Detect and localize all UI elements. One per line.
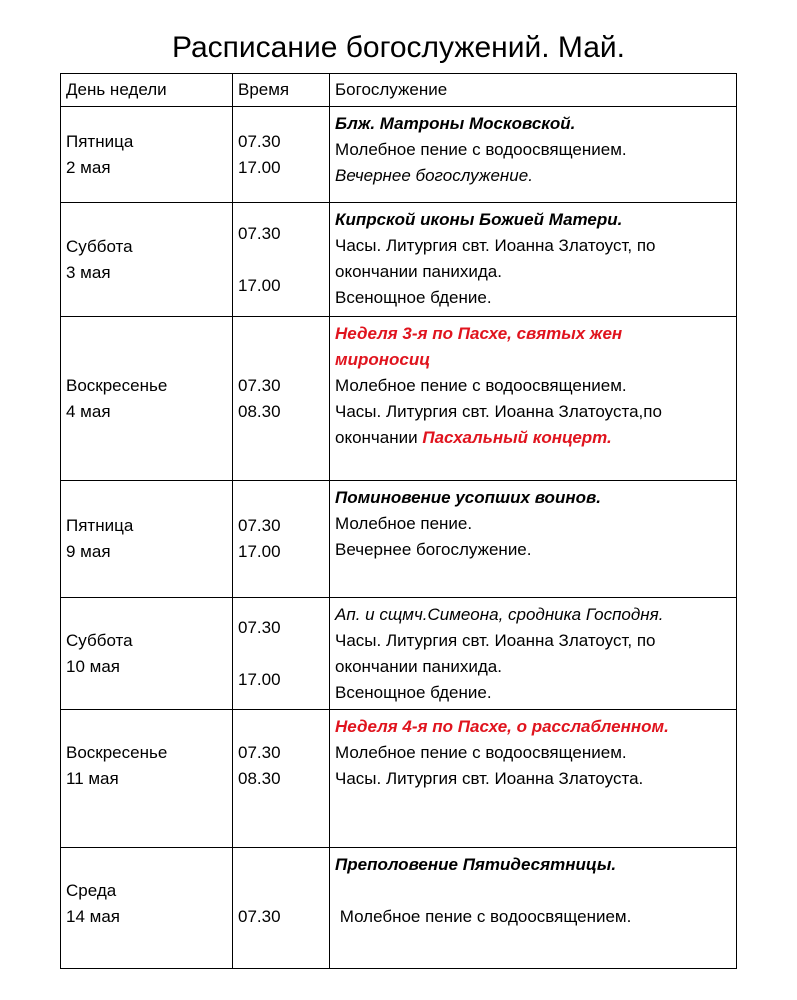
time-cell: [233, 598, 330, 710]
feast-title: Блж. Матроны Московской.: [335, 114, 576, 133]
feast-title: мироносиц: [335, 350, 431, 369]
day-cell: [61, 203, 233, 317]
spacer: [238, 247, 329, 273]
service-line: Молебное пение с водоосвящением.: [335, 743, 627, 762]
service-text: окончании: [335, 428, 423, 447]
service-line: Всенощное бдение.: [335, 288, 492, 307]
header-service: Богослужение: [330, 74, 737, 107]
time-cell: [233, 481, 330, 598]
time: 07.30: [238, 131, 281, 151]
time-cell: [233, 203, 330, 317]
service-line: [335, 425, 736, 451]
header-time: Время: [233, 74, 330, 107]
concert-highlight: Пасхальный концерт.: [422, 428, 612, 447]
date: 9 мая: [66, 542, 111, 561]
time: 07.30: [238, 223, 281, 243]
date: 2 мая: [66, 157, 111, 177]
spacer: [335, 878, 736, 904]
date: 11 мая: [66, 769, 119, 788]
service-line: Молебное пение с водоосвящением.: [335, 140, 627, 159]
time: 07.30: [238, 743, 281, 762]
day-cell: [61, 710, 233, 848]
service-line: Часы. Литургия свт. Иоанна Златоуст, по: [335, 236, 656, 255]
schedule-table: [60, 73, 737, 969]
time-cell: [233, 848, 330, 969]
feast-title: Неделя 3-я по Пасхе, святых жен: [335, 324, 623, 343]
feast-title: Преполовение Пятидесятницы.: [335, 855, 617, 874]
date: 4 мая: [66, 401, 111, 421]
day-cell: [61, 598, 233, 710]
day-cell: [61, 107, 233, 203]
service-cell: [330, 107, 737, 203]
date: 3 мая: [66, 262, 111, 282]
time: 08.30: [238, 769, 281, 788]
service-cell: [330, 848, 737, 969]
service-line: окончании панихида.: [335, 262, 502, 281]
time-cell: [233, 317, 330, 481]
time: 17.00: [238, 669, 281, 689]
time: 07.30: [238, 516, 281, 535]
weekday: Воскресенье: [66, 743, 168, 762]
day-cell: [61, 317, 233, 481]
table-row: [61, 107, 737, 203]
time: 17.00: [238, 157, 281, 177]
time: 08.30: [238, 401, 281, 421]
service-line: Всенощное бдение.: [335, 683, 492, 702]
service-cell: [330, 481, 737, 598]
weekday: Воскресенье: [66, 375, 168, 395]
time: 17.00: [238, 275, 281, 295]
service-line: Молебное пение с водоосвящением.: [335, 907, 632, 926]
time: 07.30: [238, 617, 281, 637]
weekday: Среда: [66, 881, 117, 900]
page-title: Расписание богослужений. Май.: [171, 31, 626, 64]
service-cell: [330, 317, 737, 481]
table-row: [61, 317, 737, 481]
weekday: Суббота: [66, 236, 133, 256]
header-row: [61, 74, 737, 107]
time-cell: [233, 107, 330, 203]
time: 07.30: [238, 375, 281, 395]
feast-title: Кипрской иконы Божией Матери.: [335, 210, 623, 229]
weekday: Суббота: [66, 630, 133, 650]
service-cell: [330, 598, 737, 710]
service-line: Вечернее богослужение.: [335, 166, 533, 185]
table-row: [61, 848, 737, 969]
service-line: Молебное пение.: [335, 514, 473, 533]
service-line: Часы. Литургия свт. Иоанна Златоуст, по: [335, 631, 656, 650]
table-row: [61, 598, 737, 710]
time: 17.00: [238, 542, 281, 561]
service-cell: [330, 203, 737, 317]
weekday: Пятница: [66, 516, 134, 535]
service-line: Часы. Литургия свт. Иоанна Златоуста,по: [335, 402, 662, 421]
service-line: окончании панихида.: [335, 657, 502, 676]
service-line: Молебное пение с водоосвящением.: [335, 376, 627, 395]
feast-title: Неделя 4-я по Пасхе, о расслабленном.: [335, 717, 669, 736]
table-row: [61, 203, 737, 317]
feast-title: Поминовение усопших воинов.: [335, 488, 601, 507]
table-row: [61, 710, 737, 848]
service-line: Вечернее богослужение.: [335, 540, 532, 559]
header-day: День недели: [61, 74, 233, 107]
day-cell: [61, 481, 233, 598]
date: 14 мая: [66, 907, 120, 926]
time: 07.30: [238, 907, 281, 926]
service-line: Часы. Литургия свт. Иоанна Златоуста.: [335, 769, 644, 788]
date: 10 мая: [66, 656, 120, 676]
service-cell: [330, 710, 737, 848]
weekday: Пятница: [66, 131, 134, 151]
time-cell: [233, 710, 330, 848]
day-cell: [61, 848, 233, 969]
feast-title: Ап. и сщмч.Симеона, сродника Господня.: [335, 605, 664, 624]
spacer: [238, 641, 329, 667]
table-row: [61, 481, 737, 598]
